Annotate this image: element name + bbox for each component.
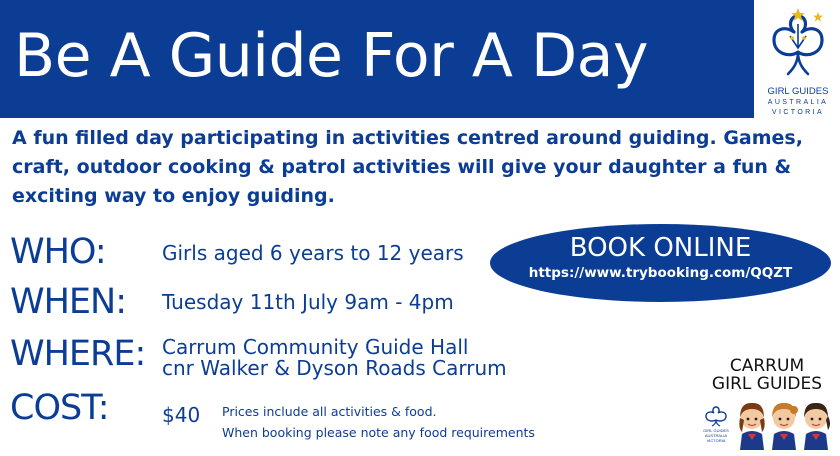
where-line1: Carrum Community Guide Hall (162, 335, 469, 359)
book-online-button[interactable] (490, 224, 831, 302)
logo-text-victoria: VICTORIA (771, 109, 825, 116)
girl-guides-logo (760, 4, 836, 120)
carrum-girl-guides-badge (700, 354, 834, 452)
title-banner (0, 0, 754, 118)
cost-note-1: Prices include all activities & food. (222, 404, 437, 419)
logo-text-girl-guides: GIRL GUIDES (767, 86, 829, 97)
who-value: Girls aged 6 years to 12 years (162, 241, 464, 265)
small-logo-text-3: VICTORIA (706, 438, 726, 443)
when-value: Tuesday 11th July 9am - 4pm (162, 290, 454, 314)
booking-url-link[interactable]: https://www.trybooking.com/QQZT (528, 265, 793, 281)
intro-text: A fun filled day participating in activities centred around guiding. Games, craft, outdoor cooking & patrol activities will give your daughter a fun & exciting way to enjoy guiding. (12, 127, 803, 207)
small-logo-text-2: AUSTRALIA (704, 433, 728, 438)
where-line2: cnr Walker & Dyson Roads Carrum (162, 356, 507, 380)
book-online-title: BOOK ONLINE (569, 233, 752, 263)
page-title: Be A Guide For A Day (14, 21, 648, 91)
when-label: WHEN: (10, 282, 127, 322)
girl-guides-cartoon-icon (734, 394, 834, 450)
who-label: WHO: (10, 232, 106, 272)
trefoil-icon (760, 4, 836, 84)
cost-value: $40 (162, 403, 201, 427)
where-label: WHERE: (10, 334, 146, 374)
carrum-title-line2: GIRL GUIDES (711, 374, 823, 394)
small-logo-text-1: GIRL GUIDES (703, 428, 729, 433)
carrum-title-line1: CARRUM (729, 356, 805, 376)
small-trefoil-icon (700, 404, 732, 428)
logo-text-australia: AUSTRALIA (767, 99, 829, 106)
cost-note-2: When booking please note any food requirements (222, 425, 535, 440)
cost-label: COST: (10, 388, 109, 428)
